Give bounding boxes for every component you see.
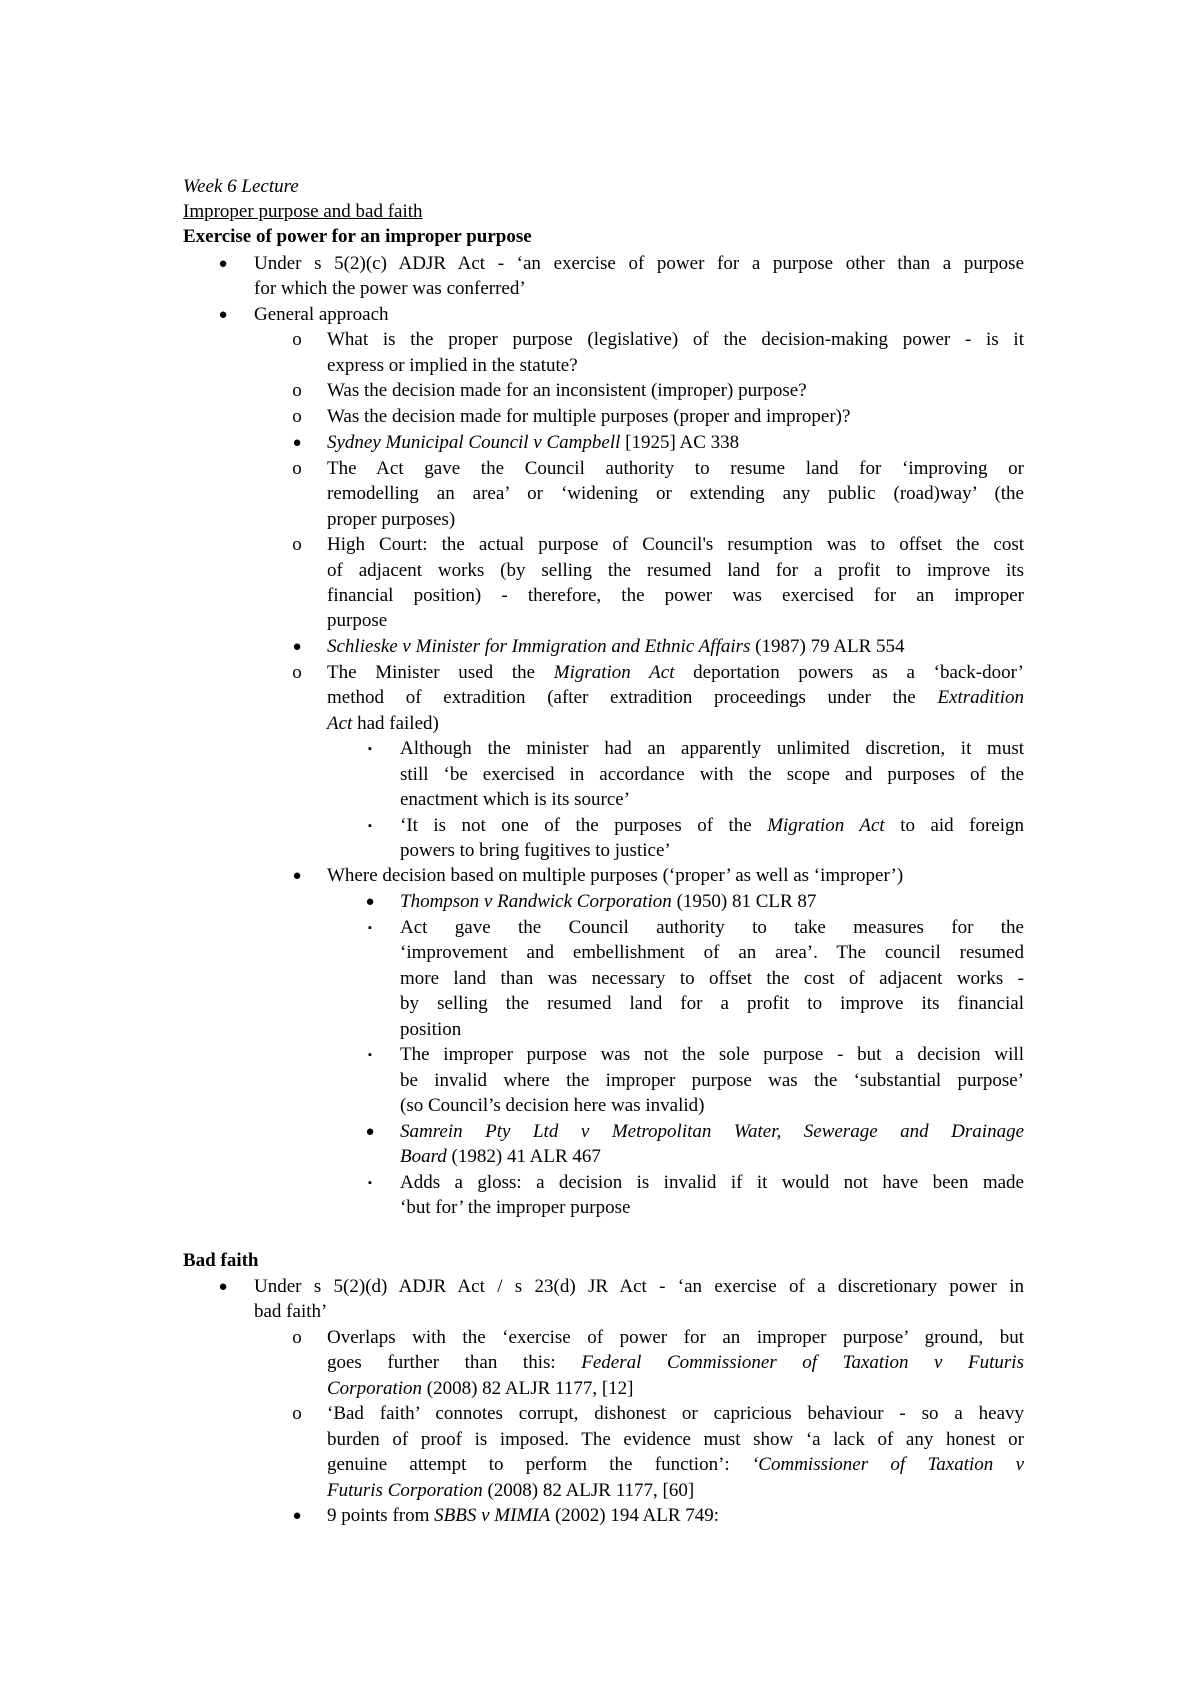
bullet-square-icon: ▪ [368,1177,372,1189]
text-line: ‘Bad faith’ connotes corrupt, dishonest or capricious behaviour - so a heavy [327,1403,1024,1424]
bullet-square-icon: ▪ [368,922,372,934]
text-line: 9 points from SBBS v MIMIA (2002) 194 ALR 749: [327,1505,720,1526]
bullet-disc-icon: ● [218,1279,228,1295]
text-line: Under s 5(2)(c) ADJR Act - ‘an exercise of power for a purpose other than a purpose [254,253,1024,274]
text-line: more land than was necessary to offset the cost of adjacent works - [400,968,1024,989]
text-line: express or implied in the statute? [327,355,578,376]
text-line: bad faith’ [254,1301,328,1322]
lecture-subtitle: Improper purpose and bad faith [183,201,423,222]
text-line: Although the minister had an apparently unlimited discretion, it must [400,738,1024,759]
bullet-circle-icon: o [292,534,302,555]
text-line: Under s 5(2)(d) ADJR Act / s 23(d) JR Act - ‘an exercise of a discretionary power in [254,1276,1024,1297]
bullet-square-icon: ▪ [368,1049,372,1061]
section-heading-bad-faith: Bad faith [183,1250,259,1271]
bullet-disc-icon: ● [365,894,375,910]
text-line: The improper purpose was not the sole purpose - but a decision will [400,1044,1024,1065]
text-line: position [400,1019,462,1040]
text-line: enactment which is its source’ [400,789,631,810]
text-line: Adds a gloss: a decision is invalid if it would not have been made [400,1172,1024,1193]
case-citation: Board (1982) 41 ALR 467 [400,1146,601,1167]
text-line: ‘but for’ the improper purpose [400,1197,631,1218]
case-citation [327,634,1024,660]
case-name: Samrein Pty Ltd v Metropolitan Water, Sewerage and Drainage [400,1121,1024,1142]
case-reference: (1987) 79 ALR 554 [750,636,905,657]
bullet-circle-icon: o [292,380,302,401]
text-line: genuine attempt to perform the function’: ‘Commissioner of Taxation v [327,1454,1025,1475]
case-name: Schlieske v Minister for Immigration and Ethnic Affairs [327,636,751,657]
text-line: ‘improvement and embellishment of an area’. The council resumed [400,942,1024,963]
text-line: What is the proper purpose (legislative) of the decision-making power - is it [327,329,1024,350]
text-line: Was the decision made for multiple purposes (proper and improper)? [327,406,851,427]
text-line: High Court: the actual purpose of Council's resumption was to offset the cost [327,534,1024,555]
bullet-circle-icon: o [292,458,302,479]
text-line: (so Council’s decision here was invalid) [400,1095,705,1116]
text-line: The Minister used the Migration Act deportation powers as a ‘back-door’ [327,662,1024,683]
bullet-circle-icon: o [292,662,302,683]
bullet-square-icon: ▪ [368,820,372,832]
text-line: proper purposes) [327,509,456,530]
bullet-circle-icon: o [292,1403,302,1424]
bullet-circle-icon: o [292,329,302,350]
bullet-disc-icon: ● [292,868,302,884]
case-citation [327,430,1024,456]
text-line: Where decision based on multiple purposes (‘proper’ as well as ‘improper’) [327,865,904,886]
text-line: Was the decision made for an inconsistent (improper) purpose? [327,380,807,401]
text-line: remodelling an area’ or ‘widening or extending any public (road)way’ (the [327,483,1024,504]
bullet-square-icon: ▪ [368,743,372,755]
text-line: goes further than this: Federal Commissioner of Taxation v Futuris [327,1352,1024,1373]
text-line: General approach [254,304,389,325]
text-line: Corporation (2008) 82 ALJR 1177, [12] [327,1378,634,1399]
text-line: method of extradition (after extradition proceedings under the Extradition [327,687,1024,708]
text-line: Act gave the Council authority to take measures for the [400,917,1024,938]
text-line: burden of proof is imposed. The evidence must show ‘a lack of any honest or [327,1429,1024,1450]
bullet-circle-icon: o [292,406,302,427]
bullet-disc-icon: ● [292,435,302,451]
text-line: still ‘be exercised in accordance with the scope and purposes of the [400,764,1024,785]
text-line: The Act gave the Council authority to resume land for ‘improving or [327,458,1024,479]
text-line: Futuris Corporation (2008) 82 ALJR 1177, [60] [327,1480,695,1501]
text-line: financial position) - therefore, the power was exercised for an improper [327,585,1024,606]
bullet-disc-icon: ● [292,639,302,655]
bullet-disc-icon: ● [218,256,228,272]
text-line: Overlaps with the ‘exercise of power for an improper purpose’ ground, but [327,1327,1024,1348]
text-line: Act had failed) [327,713,439,734]
case-reference: (1950) 81 CLR 87 [671,891,817,912]
bullet-disc-icon: ● [365,1124,375,1140]
text-line: for which the power was conferred’ [254,278,526,299]
text-line: be invalid where the improper purpose was the ‘substantial purpose’ [400,1070,1024,1091]
section-heading-improper-purpose: Exercise of power for an improper purpose [183,226,532,247]
bullet-circle-icon: o [292,1327,302,1348]
case-name: Thompson v Randwick Corporation [400,891,672,912]
text-line: purpose [327,610,388,631]
lecture-title: Week 6 Lecture [183,176,299,197]
text-line: ‘It is not one of the purposes of the Migration Act to aid foreign [400,815,1024,836]
text-line: by selling the resumed land for a profit to improve its financial [400,993,1024,1014]
bullet-disc-icon: ● [218,307,228,323]
text-line: powers to bring fugitives to justice’ [400,840,671,861]
case-citation [400,889,1024,915]
text-line: of adjacent works (by selling the resumed land for a profit to improve its [327,560,1024,581]
bullet-disc-icon: ● [292,1508,302,1524]
case-name: Sydney Municipal Council v Campbell [327,432,621,453]
case-reference: [1925] AC 338 [620,432,740,453]
